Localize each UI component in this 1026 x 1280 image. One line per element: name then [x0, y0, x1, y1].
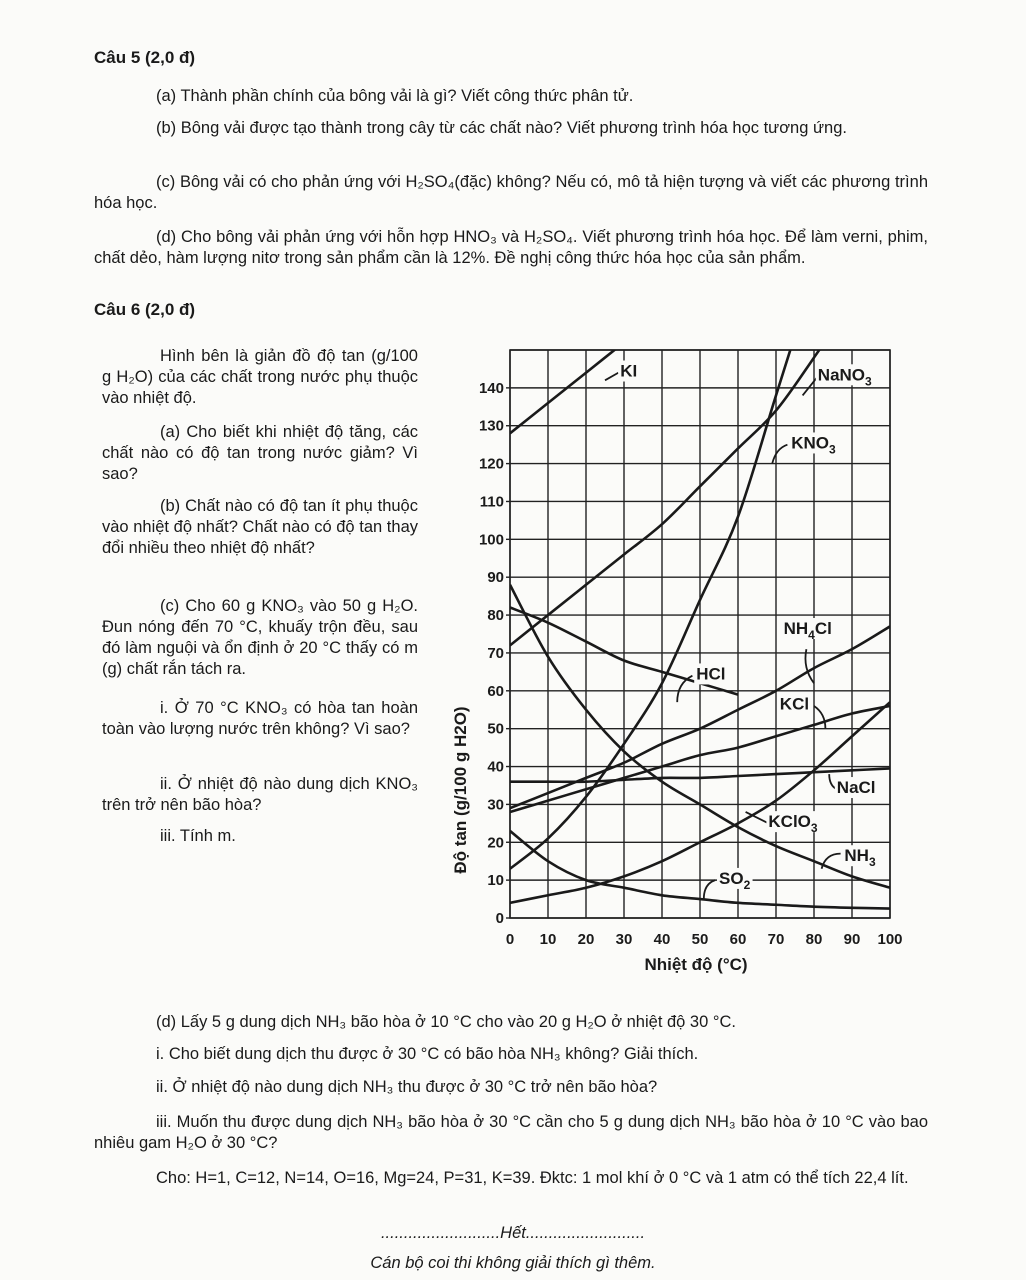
q6-part-b: (b) Chất nào có độ tan ít phụ thuộc vào nhiệt độ nhất? Chất nào có độ tan thay đổi nhiều theo nhiệt độ nhất? [102, 497, 418, 557]
y-tick-label: 100 [478, 531, 504, 549]
series-label-nh3 [822, 845, 878, 869]
label-text: $SO_2$ [719, 868, 751, 892]
leader-line [772, 445, 787, 464]
label-text: NaNO$_3$ [817, 365, 872, 389]
y-tick-label: 90 [487, 569, 504, 587]
footer-note: Cán bộ coi thi không giải thích gì thêm. [370, 1254, 656, 1272]
y-tick-label: 60 [487, 682, 504, 700]
label-text: KCl [779, 694, 810, 714]
x-tick-label: 0 [505, 931, 515, 948]
x-tick-label: 100 [877, 931, 903, 948]
q6-part-d: (d) Lấy 5 g dung dịch NH₃ bão hòa ở 10 °C cho vào 20 g H₂O ở nhiệt độ 30 °C. [156, 1013, 736, 1031]
q6-part-d-iii: iii. Muốn thu được dung dịch NH₃ bão hòa ở 30 °C cần cho 5 g dung dịch NH₃ bão hòa ở 10 °C vào bao nhiêu gam H₂O ở 30 °C? [94, 1113, 928, 1152]
given-data: Cho: H=1, C=12, N=14, O=16, Mg=24, P=31, K=39. Đktc: 1 mol khí ở 0 °C và 1 atm có thể tích 22,4 lít. [156, 1169, 909, 1187]
x-tick-label: 90 [843, 931, 861, 948]
y-axis-label: Độ tan (g/100 g H2O) [451, 706, 470, 874]
series-label-kno3 [772, 432, 838, 463]
y-tick-label: 20 [487, 834, 504, 852]
series-label-nacl [829, 774, 877, 798]
q5-part-c: (c) Bông vải có cho phản ứng với H₂SO₄(đặc) không? Nếu có, mô tả hiện tượng và viết các phương trình hóa học. [94, 173, 928, 212]
q5-title: Câu 5 (2,0 đ) [94, 48, 196, 67]
q5-part-d: (d) Cho bông vải phản ứng với hỗn hợp HNO₃ và H₂SO₄. Viết phương trình hóa học. Để làm verni, phim, chất dẻo, hàm lượng nitơ trong sản phẩm cần là 12%. Đề nghị công thức hóa học của sản phẩm. [94, 228, 928, 267]
q6-part-d-ii: ii. Ở nhiệt độ nào dung dịch NH₃ thu được ở 30 °C trở nên bão hòa? [156, 1078, 658, 1096]
chart-ticks [479, 380, 903, 948]
x-tick-label: 30 [615, 931, 633, 948]
y-tick-label: 140 [478, 379, 504, 397]
y-tick-label: 130 [478, 417, 504, 435]
label-text: NaCl [836, 778, 876, 798]
label-text: $NH_4Cl$ [783, 619, 832, 642]
q5-part-b: (b) Bông vải được tạo thành trong cây từ các chất nào? Viết phương trình hóa học tương ứng. [156, 119, 847, 137]
y-tick-label: 10 [487, 872, 504, 890]
series-label-nh4cl [782, 618, 834, 683]
q6-part-a: (a) Cho biết khi nhiệt độ tăng, các chất nào có độ tan trong nước giảm? Vì sao? [102, 423, 418, 483]
y-tick-label: 50 [487, 720, 504, 738]
q6-part-c-ii: ii. Ở nhiệt độ nào dung dịch KNO₃ trên trở nên bão hòa? [102, 775, 418, 814]
y-tick-label: 110 [479, 493, 504, 511]
q5-part-a: (a) Thành phần chính của bông vải là gì? Viết công thức phân tử. [156, 87, 634, 105]
x-tick-label: 60 [729, 931, 747, 948]
x-tick-label: 80 [805, 931, 823, 948]
leader-line [605, 373, 618, 381]
y-tick-label: 40 [487, 758, 504, 776]
y-tick-label: 120 [478, 455, 504, 473]
y-tick-label: 30 [487, 796, 504, 814]
series-label-hcl [677, 663, 727, 702]
x-tick-label: 20 [577, 931, 595, 948]
series-label-so2 [704, 868, 753, 899]
x-tick-label: 50 [691, 931, 709, 948]
y-tick-label: 70 [487, 644, 504, 662]
q6-part-c-i: i. Ở 70 °C KNO₃ có hòa tan hoàn toàn vào lượng nước trên không? Vì sao? [102, 699, 418, 738]
series-label-ki [605, 361, 639, 382]
leader-line [803, 377, 818, 396]
x-tick-label: 40 [653, 931, 671, 948]
x-tick-label: 70 [767, 931, 785, 948]
x-tick-label: 10 [539, 931, 557, 948]
q6-part-d-i: i. Cho biết dung dịch thu được ở 30 °C có bão hòa NH₃ không? Giải thích. [156, 1045, 699, 1063]
label-text: $KNO_3$ [791, 433, 836, 457]
x-axis-label: Nhiệt độ (°C) [644, 955, 748, 974]
y-tick-label: 80 [487, 607, 504, 625]
label-text: KClO$_3$ [768, 812, 818, 836]
label-text: $NH_3$ [844, 846, 876, 870]
q6-part-c-iii: iii. Tính m. [160, 827, 236, 845]
leader-line [805, 649, 814, 683]
series-label-kclo3 [746, 811, 820, 835]
q6-part-c: (c) Cho 60 g KNO₃ vào 50 g H₂O. Đun nóng đến 70 °C, khuấy trộn đều, sau đó làm nguội và ổn định ở 20 °C thấy có m (g) chất rắn tách ra. [102, 597, 418, 678]
label-text: HCl [696, 664, 726, 684]
q6-title: Câu 6 (2,0 đ) [94, 300, 196, 319]
y-tick-label: 0 [495, 910, 504, 927]
q6-intro: Hình bên là giản đồ độ tan (g/100 g H₂O) của các chất trong nước phụ thuộc vào nhiệt độ. [102, 347, 418, 407]
label-text: KI [620, 361, 638, 381]
solubility-chart [450, 340, 910, 980]
leader-line [704, 880, 715, 899]
end-marker: ..........................Hết.......................... [380, 1224, 646, 1242]
chart-series-labels [605, 361, 878, 900]
